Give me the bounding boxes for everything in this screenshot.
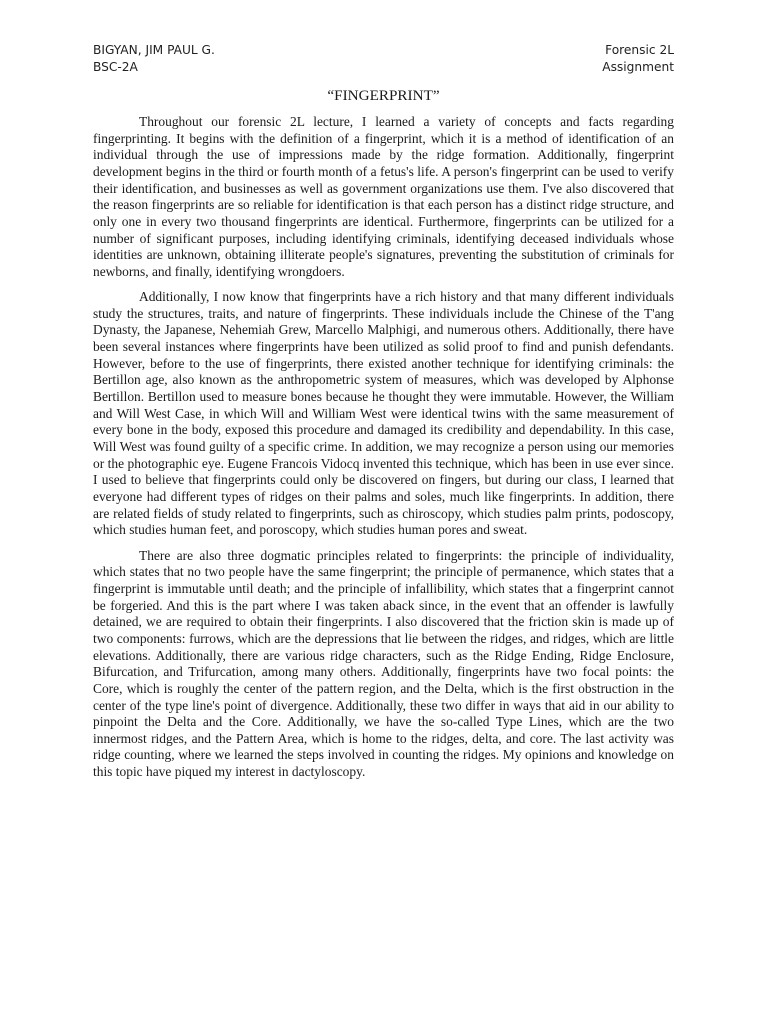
page-header xyxy=(93,42,674,76)
header-right xyxy=(602,42,674,76)
course-name: Forensic 2L xyxy=(605,43,674,57)
paragraph-1: Throughout our forensic 2L lecture, I learned a variety of concepts and facts regarding fingerprinting. It begins with the definition of a fingerprint, which it is a method of identification of an individual through the use of impressions made by the ridge formation. Additionally, fingerprint development begins in the third or fourth month of a fetus's life. A person's fingerprint can be used to verify their identification, and businesses as well as government organizations use them. I've also discovered that the reason fingerprints are so reliable for identification is that each person has a distinct ridge structure, and only one in every two thousand fingerprints are identical. Furthermore, fingerprints can be utilized for a number of significant purposes, including identifying criminals, identifying deceased individuals whose identities are unknown, obtaining illiterate people's signatures, preventing the substitution of criminals for newborns, and finally, identifying wrongdoers. xyxy=(93,114,674,279)
student-section: BSC-2A xyxy=(93,60,138,74)
document-title: “FINGERPRINT” xyxy=(327,87,440,104)
paragraph-3: There are also three dogmatic principles related to fingerprints: the principle of individuality, which states that no two people have the same fingerprint; the principle of permanence, which states that a fingerprint is immutable until death; and the principle of infallibility, which states that a fingerprint cannot be forgeried. And this is the part where I was taken aback since, in the event that an offender is lawfully detained, we are required to obtain their fingerprints. I also discovered that the friction skin is made up of two components: furrows, which are the depressions that lie between the ridges, and ridges, which are little elevations. Additionally, there are various ridge characters, such as the Ridge Ending, Ridge Enclosure, Bifurcation, and Trifurcation, among many others. Additionally, fingerprints have two focal points: the Core, which is roughly the center of the pattern region, and the Delta, which is the first obstruction in the center of the type line's point of divergence. Additionally, these two differ in ways that aid in our ability to pinpoint the Delta and the Core. Additionally, we have the so-called Type Lines, which are the two innermost ridges, and the Pattern Area, which is home to the ridges, delta, and core. The last activity was ridge counting, where we learned the steps involved in counting the ridges. My opinions and knowledge on this topic have piqued my interest in dactyloscopy. xyxy=(93,547,674,780)
document-body xyxy=(93,114,674,789)
document-type: Assignment xyxy=(602,60,674,74)
header-left xyxy=(93,42,215,76)
student-name: BIGYAN, JIM PAUL G. xyxy=(93,43,215,57)
paragraph-2: Additionally, I now know that fingerprints have a rich history and that many different individuals study the structures, traits, and nature of fingerprints. These individuals include the Chinese of the T'ang Dynasty, the Japanese, Nehemiah Grew, Marcello Malphigi, and numerous others. Additionally, there have been several instances where fingerprints have been utilized as solid proof to find and punish defendants. However, before to the use of fingerprints, there existed another technique for identifying criminals: the Bertillon age, also known as the anthropometric system of measures, which was developed by Alphonse Bertillon. Bertillon used to measure bones because he thought they were immutable. However, the William and Will West Case, in which Will and William West were identical twins with the same measurement of every bone in the body, exposed this procedure and damaged its credibility and dependability. In this case, Will West was found guilty of a specific crime. In addition, we may recognize a person using our memories or the photographic eye. Eugene Francois Vidocq invented this technique, which has been in use ever since. I used to believe that fingerprints could only be discovered on fingers, but during our class, I learned that everyone had different types of ridges on their palms and soles, much like fingerprints. In addition, there are related fields of study related to fingerprints, such as chiroscopy, which studies palm prints, podoscopy, which studies human feet, and poroscopy, which studies human pores and sweat. xyxy=(93,289,674,538)
